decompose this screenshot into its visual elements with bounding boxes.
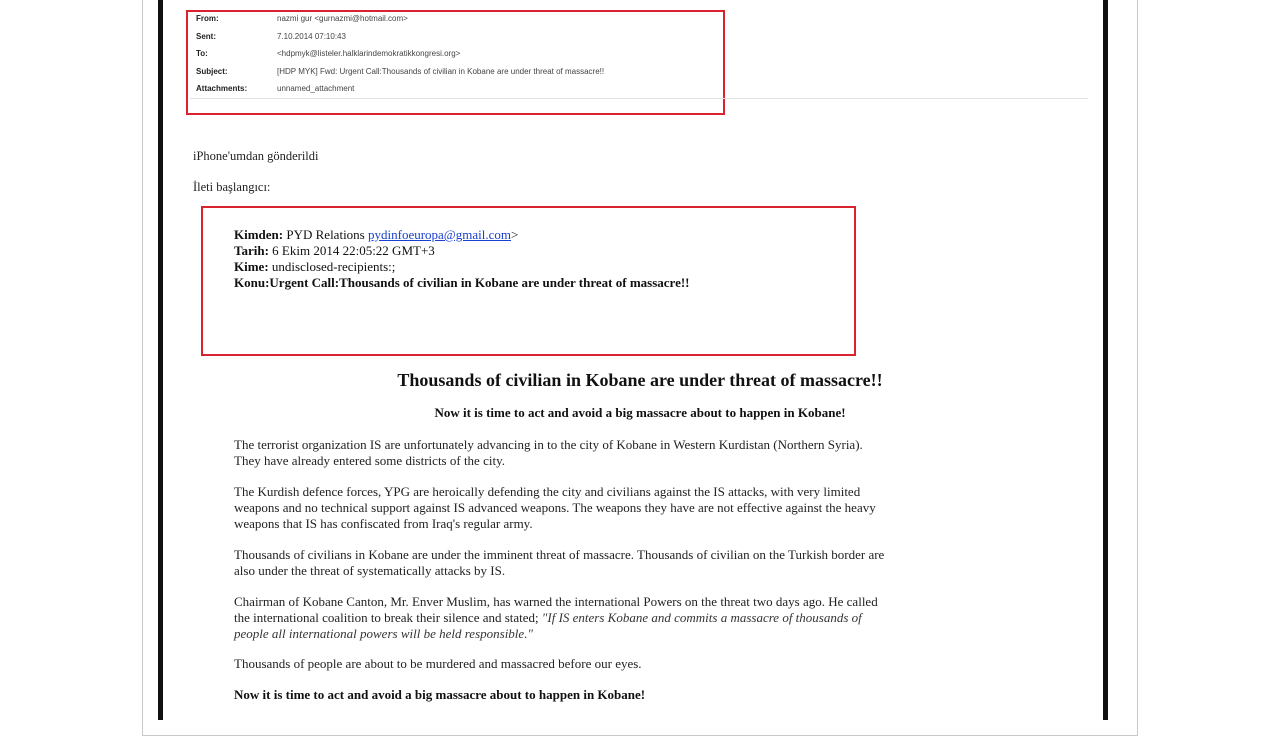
paragraph-3-line-2: also under the threat of systematically attacks by IS.	[234, 563, 506, 578]
paragraph-6-callout: Now it is time to act and avoid a big massacre about to happen in Kobane!	[234, 687, 646, 702]
paragraph-4-line-2	[234, 610, 1054, 626]
scan-border-left	[158, 0, 163, 720]
to-value: <hdpmyk@listeler.halklarindemokratikkongresi.org>	[277, 49, 461, 58]
subject-label: Subject:	[196, 66, 228, 76]
paragraph-4	[234, 594, 1054, 642]
paragraph-4-line-2-text: the international coalition to break their silence and stated;	[234, 610, 539, 625]
paragraph-5: Thousands of people are about to be murdered and massacred before our eyes.	[234, 656, 642, 671]
to-label: To:	[196, 49, 208, 58]
fwd-subject-label: Konu:	[234, 275, 270, 290]
subject-value: [HDP MYK] Fwd: Urgent Call:Thousands of civilian in Kobane are under threat of massacre!!	[277, 66, 605, 76]
paragraph-4-line-1: Chairman of Kobane Canton, Mr. Enver Muslim, has warned the international Powers on the threat two days ago. He called	[234, 594, 878, 609]
paragraph-1-line-1: The terrorist organization IS are unfortunately advancing in to the city of Kobane in Western Kurdistan (Northern Syria).	[234, 437, 863, 452]
fwd-from-label: Kimden:	[234, 227, 284, 242]
fwd-date-line	[234, 243, 690, 259]
fwd-from-email-link[interactable]: pydinfoeuropa@gmail.com	[368, 227, 512, 242]
header-divider	[190, 98, 1088, 99]
attachments-value: unnamed_attachment	[277, 84, 355, 93]
fwd-from-name: PYD Relations	[286, 227, 365, 242]
paragraph-2-line-2: weapons and no technical support against IS advanced weapons. The weapons they have are not effective against the heavy	[234, 500, 876, 515]
paragraph-1-line-2: They have already entered some districts of the city.	[234, 453, 505, 468]
sent-value: 7.10.2014 07:10:43	[277, 31, 346, 41]
paragraph-1	[234, 437, 1054, 469]
paragraph-2	[234, 484, 1054, 532]
from-label: From:	[196, 14, 219, 23]
paragraph-3-line-1: Thousands of civilians in Kobane are under the imminent threat of massacre. Thousands of civilian on the Turkish border are	[234, 547, 885, 562]
header-highlight-box	[186, 10, 725, 115]
sent-from-iphone: iPhone'umdan gönderildi	[193, 149, 319, 163]
fwd-to-label: Kime:	[234, 259, 269, 274]
paragraph-2-line-3: weapons that IS has confiscated from Iraq's regular army.	[234, 516, 533, 531]
paragraph-2-line-1: The Kurdish defence forces, YPG are heroically defending the city and civilians against the IS attacks, with very limited	[234, 484, 861, 499]
forwarded-header	[234, 227, 690, 291]
fwd-date-label: Tarih:	[234, 243, 269, 258]
message-title: Thousands of civilian in Kobane are under threat of massacre!!	[397, 370, 883, 390]
paragraph-4-quote-start: "If IS enters Kobane and commits a massacre of thousands of	[538, 610, 862, 625]
attachments-label: Attachments:	[196, 84, 248, 93]
fwd-subject-line	[234, 275, 690, 291]
scan-border-right	[1103, 0, 1108, 720]
fwd-date-value: 6 Ekim 2014 22:05:22 GMT+3	[272, 243, 435, 258]
sent-label: Sent:	[196, 31, 216, 41]
fwd-from-suffix: >	[511, 227, 519, 242]
from-value: nazmi gur <gurnazmi@hotmail.com>	[277, 14, 408, 23]
fwd-to-value: undisclosed-recipients:;	[271, 259, 396, 274]
message-subtitle: Now it is time to act and avoid a big massacre about to happen in Kobane!	[434, 405, 846, 420]
paragraph-4-line-3	[234, 626, 1054, 642]
paragraph-4-quote-end: people all international powers will be held responsible."	[234, 626, 533, 641]
paragraph-3	[234, 547, 1054, 579]
forward-start-label: İleti başlangıcı:	[193, 180, 271, 194]
fwd-to-line	[234, 259, 690, 275]
fwd-subject-value: Urgent Call:Thousands of civilian in Kobane are under threat of massacre!!	[269, 275, 690, 290]
fwd-from-line	[234, 227, 690, 243]
